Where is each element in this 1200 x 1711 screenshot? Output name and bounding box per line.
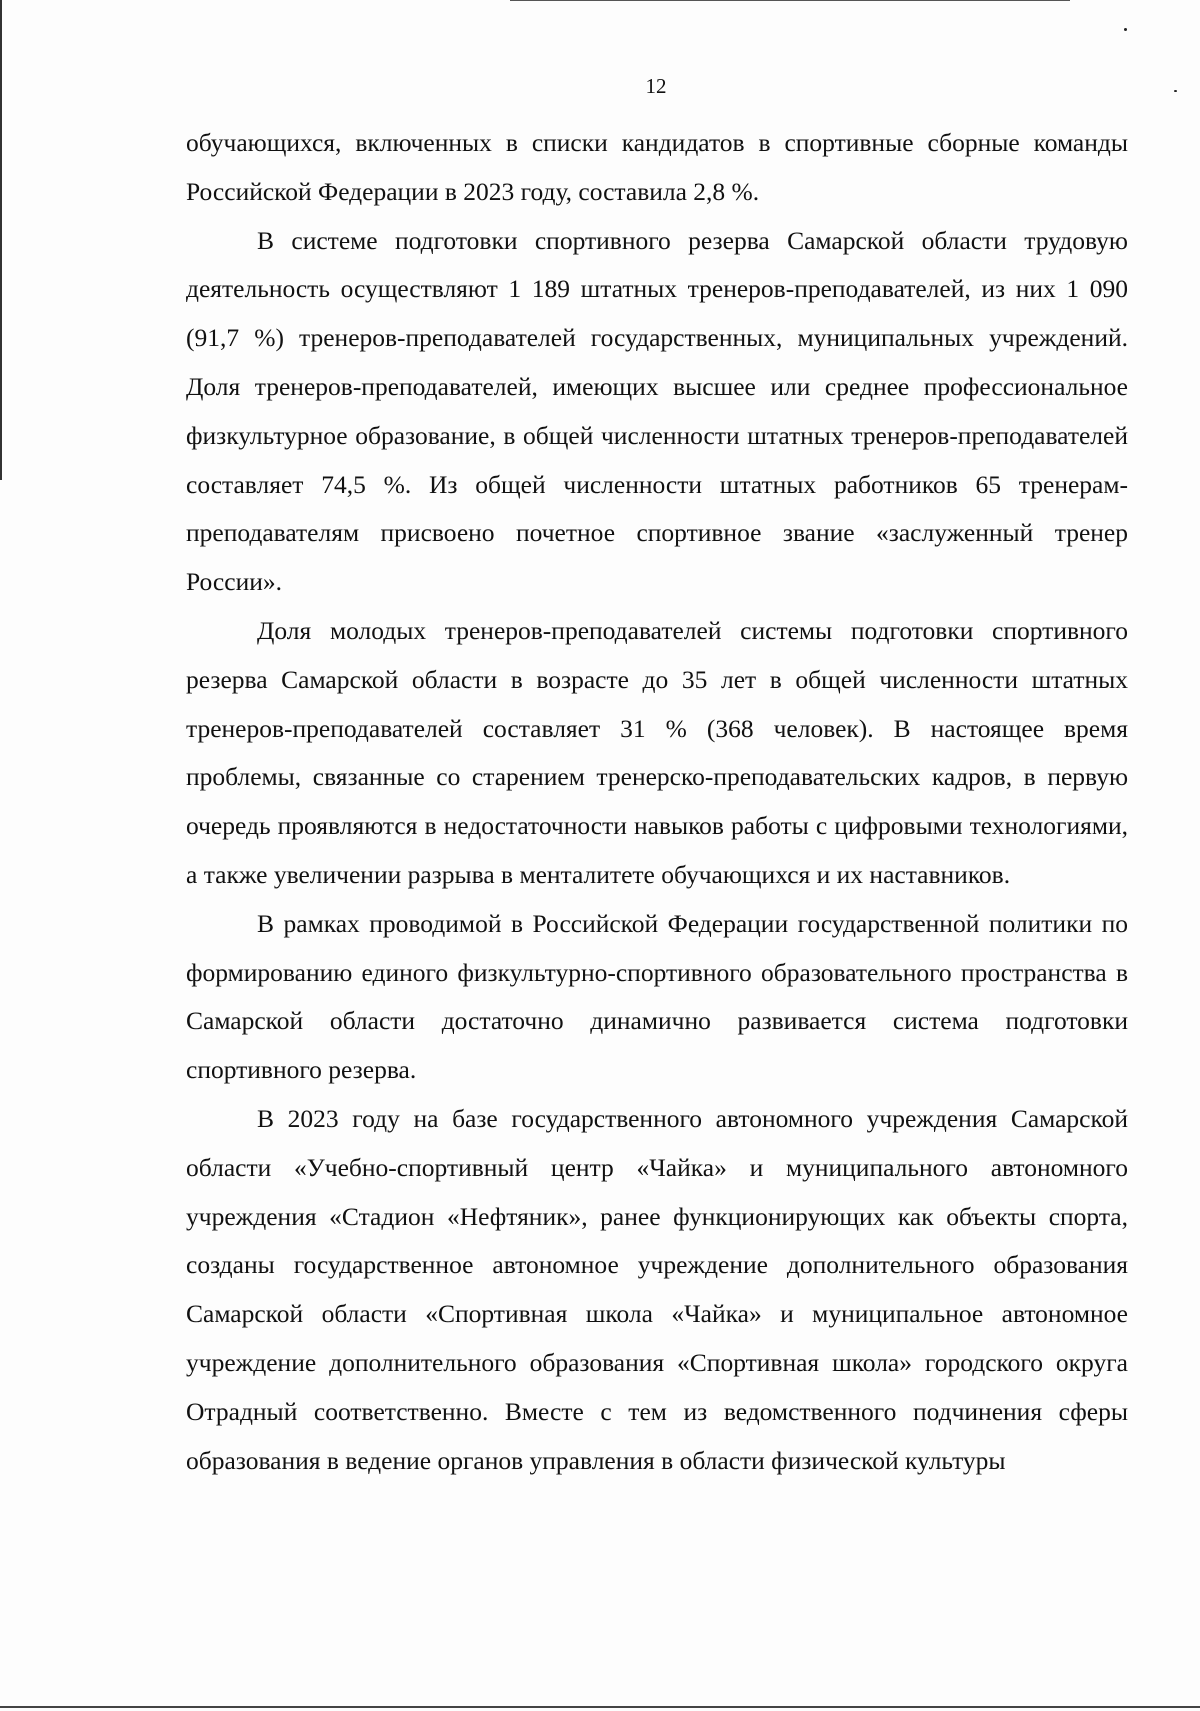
document-body	[186, 119, 1128, 1485]
paragraph-sports-schools: В 2023 году на базе государственного автономного учреждения Самарской области «Учебно-спортивный центр «Чайка» и муниципального автономного учреждения «Стадион «Нефтяник», ранее функционирующих как объекты спорта, созданы государственное автономное учреждение дополнительного образования Самарской области «Спортивная школа «Чайка» и муниципальное автономное учреждение дополнительного образования «Спортивная школа» городского округа Отрадный соответственно. Вместе с тем из ведомственного подчинения сферы образования в ведение органов управления в области физической культуры	[186, 1103, 1128, 1475]
paragraph-coaching-staff: В системе подготовки спортивного резерва Самарской области трудовую деятельность осуществляют 1 189 штатных тренеров-преподавателей, из них 1 090 (91,7 %) тренеров-преподавателей государственных, муниципальных учреждений. Доля тренеров-преподавателей, имеющих высшее или среднее профессиональное физкультурное образование, в общей численности штатных тренеров-преподавателей составляет 74,5 %. Из общей численности штатных работников 65 тренерам-преподавателям присвоено почетное спортивное звание «заслуженный тренер России».	[186, 225, 1128, 597]
scan-edge-left	[0, 0, 2, 480]
paragraph-young-coaches: Доля молодых тренеров-преподавателей системы подготовки спортивного резерва Самарской области в возрасте до 35 лет в общей численности штатных тренеров-преподавателей составляет 31 % (368 человек). В настоящее время проблемы, связанные со старением тренерско-преподавательских кадров, в первую очередь проявляются в недостаточности навыков работы с цифровыми технологиями, а также увеличении разрыва в менталитете обучающихся и их наставников.	[186, 615, 1128, 889]
scan-speck	[1124, 28, 1127, 31]
scan-edge-top	[510, 0, 1070, 1]
paragraph-continuation: обучающихся, включенных в списки кандидатов в спортивные сборные команды Российской Федерации в 2023 году, составила 2,8 %.	[186, 128, 1128, 206]
page-number: 12	[645, 74, 667, 98]
paragraph-state-policy: В рамках проводимой в Российской Федерации государственной политики по формированию единого физкультурно-спортивного образовательного пространства в Самарской области достаточно динамично развивается система подготовки спортивного резерва.	[186, 908, 1128, 1085]
scan-edge-bottom	[0, 1706, 1200, 1708]
